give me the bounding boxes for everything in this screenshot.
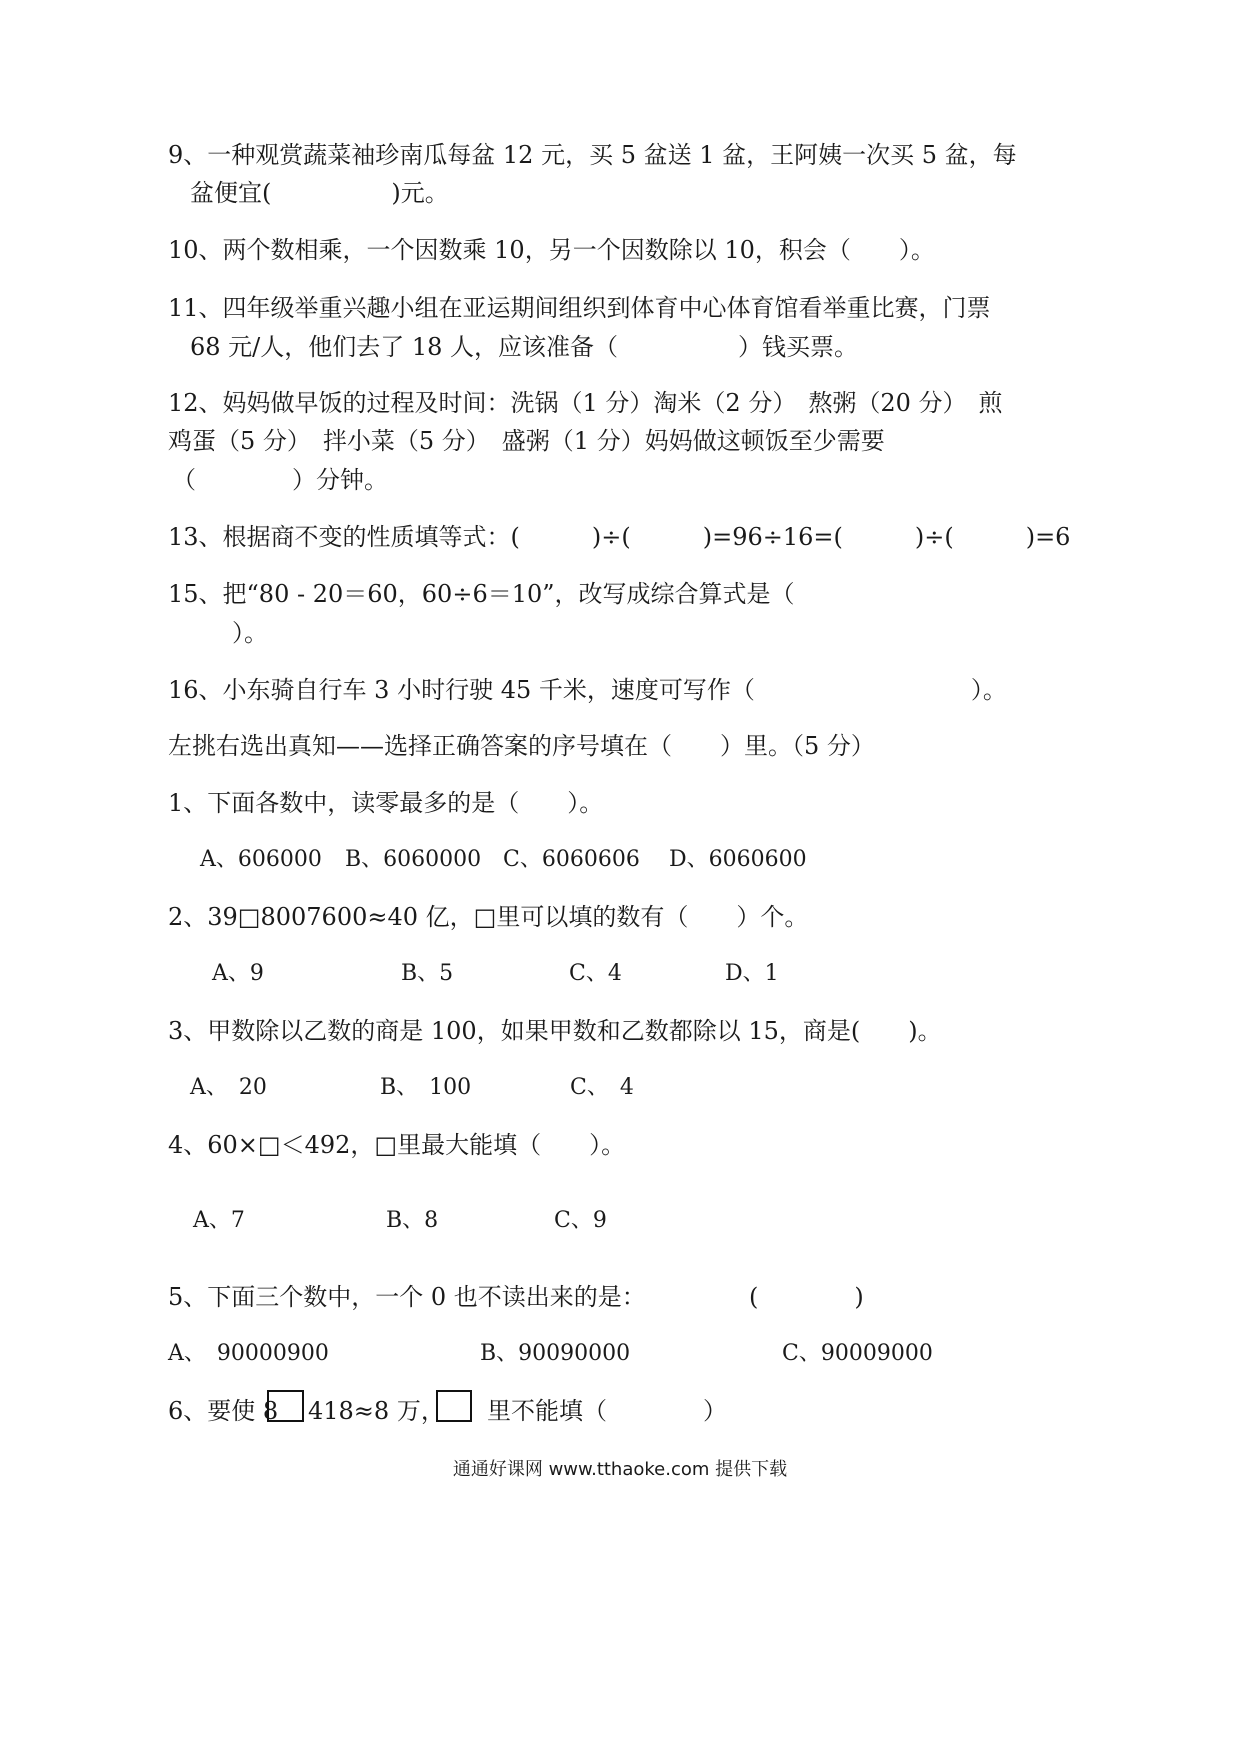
question-13: 13、根据商不变的性质填等式：( )÷( )=96÷16=( )÷( )=6 — [168, 523, 1071, 551]
choice-question-1: 1、下面各数中，读零最多的是（ ）。 — [168, 789, 604, 817]
choice-1-option-b: B、6060000 — [345, 847, 482, 872]
question-15-line-2: ）。 — [232, 619, 268, 647]
choice-question-3: 3、甲数除以乙数的商是 100，如果甲数和乙数都除以 15，商是( )。 — [168, 1017, 942, 1045]
choice-4-option-b: B、8 — [386, 1208, 439, 1233]
question-12-line-2: 鸡蛋（5 分） 拌小菜（5 分） 盛粥（1 分）妈妈做这顿饭至少需要 — [168, 427, 885, 455]
question-9-line-2: 盆便宜( )元。 — [190, 179, 449, 207]
question-15-line-1: 15、把“80 - 20＝60，60÷6＝10”，改写成综合算式是（ — [168, 580, 795, 608]
choice-3-option-b: B、 100 — [380, 1075, 472, 1100]
question-12-line-3: （ ）分钟。 — [172, 466, 388, 494]
choice-4-option-c: C、9 — [554, 1208, 607, 1233]
choice-3-option-a: A、 20 — [190, 1075, 267, 1100]
choice-question-6-part-2: 418≈8 万， — [308, 1397, 445, 1425]
question-11-line-2: 68 元/人，他们去了 18 人，应该准备（ ）钱买票。 — [190, 333, 859, 361]
question-16: 16、小东骑自行车 3 小时行驶 45 千米，速度可写作（ ）。 — [168, 676, 1007, 704]
choice-question-2: 2、39□8007600≈40 亿，□里可以填的数有（ ）个。 — [168, 903, 809, 931]
choice-5-option-c: C、90009000 — [782, 1341, 933, 1366]
question-12-line-1: 12、妈妈做早饭的过程及时间：洗锅（1 分）淘米（2 分） 熬粥（20 分） 煎 — [168, 389, 1003, 417]
choice-1-option-a: A、606000 — [200, 847, 322, 872]
section-title: 左挑右选出真知——选择正确答案的序号填在（ ）里。（5 分） — [168, 732, 875, 760]
choice-question-6-part-3: 里不能填（ ） — [487, 1397, 727, 1425]
blank-box-2 — [436, 1390, 472, 1422]
choice-2-option-b: B、5 — [401, 961, 454, 986]
choice-question-5: 5、下面三个数中，一个 0 也不读出来的是： — [168, 1283, 646, 1311]
question-11-line-1: 11、四年级举重兴趣小组在亚运期间组织到体育中心体育馆看举重比赛，门票 — [168, 294, 991, 322]
choice-5-answer-paren: ( ) — [749, 1283, 864, 1311]
question-9-line-1: 9、一种观赏蔬菜袖珍南瓜每盆 12 元，买 5 盆送 1 盆，王阿姨一次买 5 盆，每 — [168, 141, 1017, 169]
choice-2-option-d: D、1 — [725, 961, 779, 986]
choice-1-option-d: D、6060600 — [669, 847, 807, 872]
choice-5-option-b: B、90090000 — [480, 1341, 631, 1366]
choice-4-option-a: A、7 — [193, 1208, 245, 1233]
blank-box-1 — [267, 1390, 304, 1422]
choice-3-option-c: C、 4 — [570, 1075, 634, 1100]
choice-2-option-c: C、4 — [569, 961, 622, 986]
question-10: 10、两个数相乘，一个因数乘 10，另一个因数除以 10，积会（ ）。 — [168, 236, 935, 264]
page-footer: 通通好课网 www.tthaoke.com 提供下载 — [452, 1459, 788, 1480]
choice-question-6-part-1: 6、要使 8 — [168, 1397, 279, 1425]
choice-5-option-a: A、 90000900 — [168, 1341, 329, 1366]
choice-2-option-a: A、9 — [212, 961, 264, 986]
choice-question-4: 4、60×□＜492，□里最大能填（ ）。 — [168, 1131, 626, 1159]
choice-1-option-c: C、6060606 — [503, 847, 640, 872]
